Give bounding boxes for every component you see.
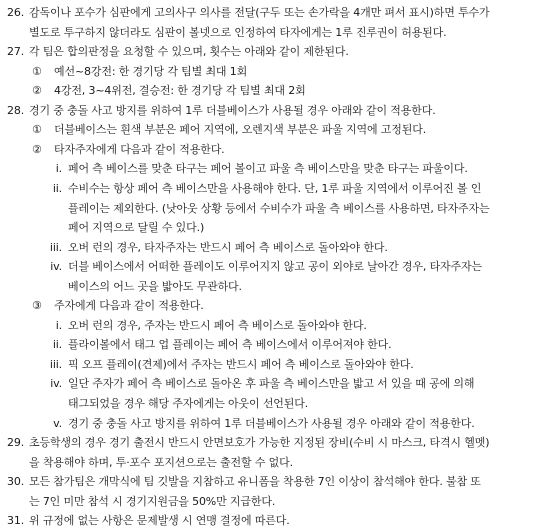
- rule-text: 위 규정에 없는 사항은 문제발생 시 연맹 결정에 따른다.: [29, 514, 290, 528]
- rule-number: 26.: [7, 6, 25, 19]
- circled-number: ①: [32, 64, 42, 78]
- roman-item-28-3-v: [40, 416, 475, 432]
- rule-text: 각 팀은 합의판정을 요청할 수 있으며, 횟수는 아래와 같이 제한된다.: [29, 45, 349, 59]
- sub-item-text: 4강전, 3~4위전, 결승전: 한 경기당 각 팀별 최대 2회: [54, 84, 306, 98]
- rule-item-27: [7, 44, 349, 60]
- sub-item-28-2: [32, 142, 225, 158]
- roman-item-28-2-iii: [40, 240, 388, 256]
- roman-numeral: iii.: [49, 357, 62, 371]
- roman-item-text: 오버 런의 경우, 주자는 반드시 페어 측 베이스로 돌아와야 한다.: [68, 318, 367, 332]
- roman-item-28-3-iii: [40, 357, 414, 373]
- roman-item-28-2-ii-line-3: 페어 지역으로 달릴 수 있다.): [68, 221, 205, 235]
- roman-item-28-3-ii: [40, 337, 391, 353]
- roman-item-28-3-iv: [40, 376, 474, 392]
- roman-item-28-3-i: [40, 318, 367, 334]
- rule-text: 감독이나 포수가 심판에게 고의사구 의사를 전달(구두 또는 손가락을 4개만 펴서 표시)하면 투수가: [29, 6, 490, 19]
- rule-text: 경기 중 충돌 사고 방지를 위하여 1루 더블베이스가 사용될 경우 아래와 같이 적용한다.: [29, 103, 436, 117]
- rule-item-26-line-1: [7, 5, 490, 21]
- rule-number: 30.: [7, 475, 25, 489]
- roman-item-text: 경기 중 충돌 사고 방지를 위하여 1루 더블베이스가 사용될 경우 아래와 같이 적용한다.: [68, 416, 475, 430]
- roman-item-28-2-ii-line-2: 플레이는 제외한다. (낫아웃 상황 등에서 수비수가 파울 측 베이스를 사용하면, 타자주자는: [68, 201, 490, 215]
- roman-numeral: i.: [55, 318, 62, 332]
- sub-item-27-2: [32, 83, 306, 99]
- roman-numeral: v.: [53, 416, 62, 430]
- roman-numeral: iv.: [50, 260, 62, 274]
- sub-item-text: 주자에게 다음과 같이 적용한다.: [54, 299, 204, 313]
- circled-number: ③: [32, 299, 42, 313]
- sub-item-28-3: [32, 298, 204, 314]
- rule-text: 모든 참가팀은 개막식에 팀 깃발을 지참하고 유니폼을 착용한 7인 이상이 참석해야 한다. 불참 또: [29, 475, 481, 489]
- sub-item-28-1: [32, 122, 426, 138]
- roman-item-text: 오버 런의 경우, 타자주자는 반드시 페어 측 베이스로 돌아와야 한다.: [68, 240, 388, 254]
- roman-numeral: ii.: [52, 182, 62, 195]
- roman-item-28-2-iv: [40, 259, 482, 275]
- rule-item-31: [7, 513, 290, 529]
- rule-item-29-line-1: [7, 435, 489, 451]
- roman-numeral: iii.: [49, 240, 62, 254]
- roman-item-28-3-iv-line-2: 태그되었을 경우 해당 주자에게는 아웃이 선언된다.: [68, 397, 309, 410]
- circled-number: ②: [32, 84, 42, 98]
- circled-number: ②: [32, 142, 42, 156]
- roman-numeral: iv.: [50, 377, 62, 391]
- roman-item-text: 더블 베이스에서 어떠한 플레이도 이루어지지 않고 공이 외야로 날아간 경우, 타자주자는: [68, 260, 482, 274]
- sub-item-27-1: [32, 64, 247, 80]
- rule-item-30-line-1: [7, 474, 481, 490]
- roman-item-28-2-iv-line-2: 베이스의 어느 곳을 밟아도 무관하다.: [68, 279, 242, 293]
- roman-item-text: 픽 오프 플레이(견제)에서 주자는 반드시 페어 측 베이스로 돌아와야 한다.: [68, 357, 414, 371]
- rule-number: 28.: [7, 103, 25, 117]
- roman-numeral: i.: [55, 162, 62, 176]
- roman-item-28-2-ii: [40, 181, 481, 197]
- rule-number: 27.: [7, 45, 25, 59]
- rule-number: 31.: [7, 514, 25, 528]
- roman-item-28-2-i: [40, 161, 468, 177]
- sub-item-text: 타자주자에게 다음과 같이 적용한다.: [54, 142, 225, 156]
- circled-number: ①: [32, 123, 42, 137]
- rule-item-30-line-2: 는 7인 미만 참석 시 경기지원금을 50%만 지급한다.: [29, 494, 276, 508]
- roman-numeral: ii.: [52, 338, 62, 352]
- rule-number: 29.: [7, 436, 25, 450]
- sub-item-text: 예선~8강전: 한 경기당 각 팀별 최대 1회: [54, 64, 248, 78]
- roman-item-text: 플라이볼에서 태그 업 플레이는 페어 측 베이스에서 이루어져야 한다.: [68, 338, 392, 352]
- rule-item-29-line-2: 을 착용해야 하며, 투·포수 포지션으로는 출전할 수 없다.: [29, 455, 293, 469]
- rule-item-26-line-2: 별도로 투구하지 않더라도 심판이 볼넷으로 인정하여 타자에게는 1루 진루권이 허용된다.: [29, 25, 447, 39]
- roman-item-text: 일단 주자가 페어 측 베이스로 돌아온 후 파울 측 베이스만을 밟고 서 있을 때 공에 의해: [68, 377, 475, 391]
- sub-item-text: 더블베이스는 흰색 부분은 페어 지역에, 오렌지색 부분은 파울 지역에 고정된다.: [54, 123, 427, 137]
- roman-item-text: 수비수는 항상 페어 측 베이스만을 사용해야 한다. 단, 1루 파울 지역에서 이루어진 볼 인: [68, 182, 482, 195]
- rule-item-28: [7, 103, 436, 119]
- roman-item-text: 페어 측 베이스를 맞춘 타구는 페어 볼이고 파울 측 베이스만을 맞춘 타구는 파울이다.: [68, 162, 468, 176]
- rule-text: 초등학생의 경우 경기 출전시 반드시 안면보호가 가능한 지정된 장비(수비 시 마스크, 타격시 헬멧): [29, 436, 490, 450]
